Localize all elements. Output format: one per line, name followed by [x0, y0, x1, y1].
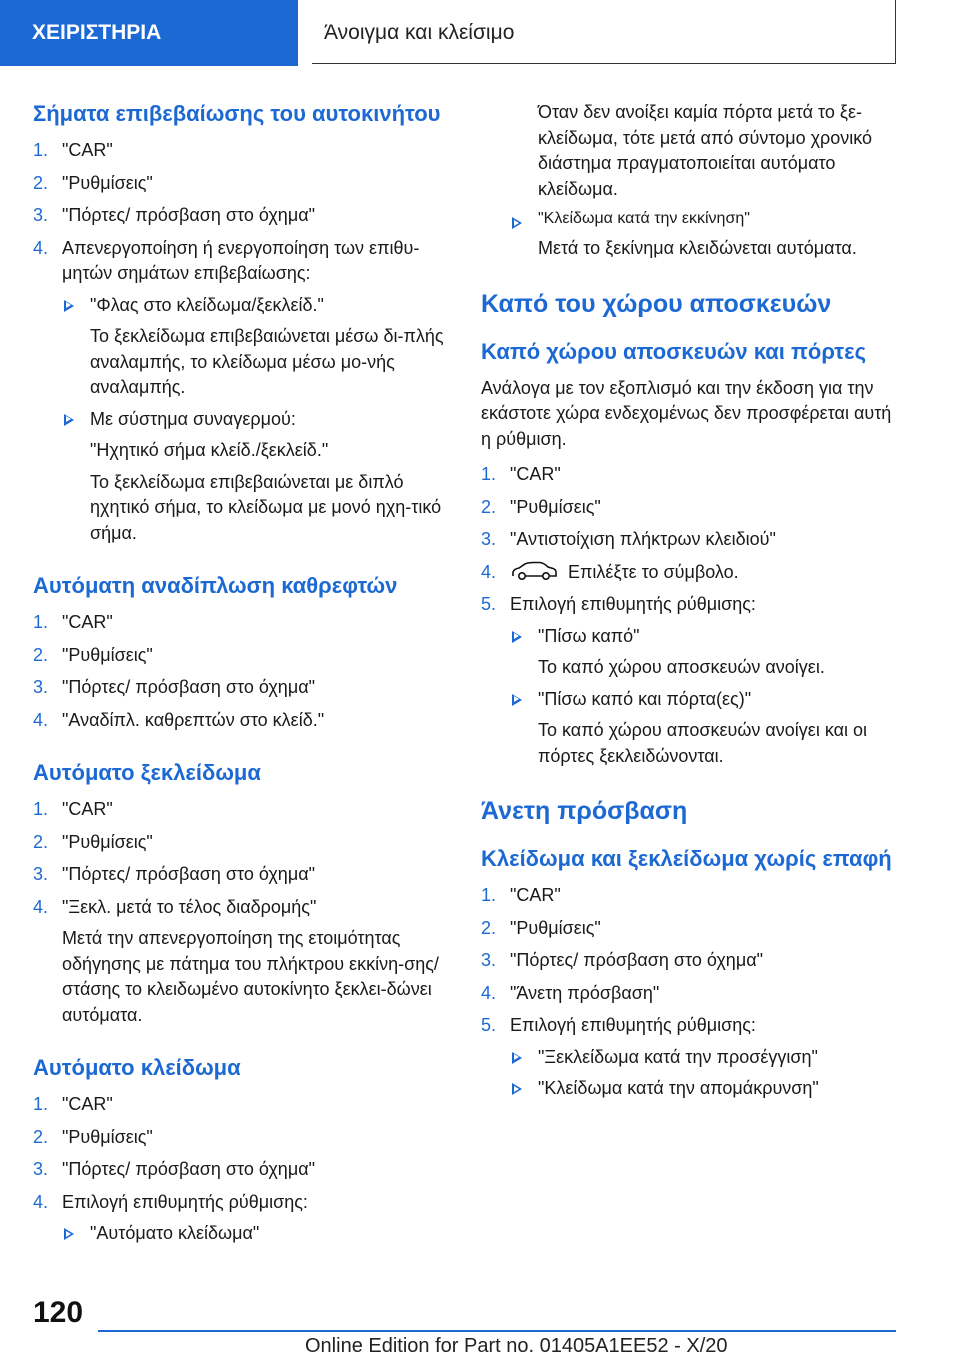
footer-divider	[98, 1330, 896, 1332]
sub-description: Το ξεκλείδωμα επιβεβαιώνεται με διπλό ηχητικό σήμα, το κλείδωμα με μονό ηχη-τικό σήμα.	[90, 471, 442, 543]
steps-list	[33, 797, 453, 1028]
list-item: 4. "Αναδίπλ. καθρεπτών στο κλείδ."	[33, 709, 325, 730]
list-item: 3. "Πόρτες/ πρόσβαση στο όχημα"	[481, 950, 763, 970]
left-column	[33, 100, 453, 1254]
list-item: 1. "CAR"	[33, 1094, 113, 1114]
list-item: 2. "Ρυθμίσεις"	[33, 831, 153, 852]
right-column	[481, 100, 901, 1109]
sub-option: "Κλείδωμα κατά την απομάκρυνση"	[510, 1076, 901, 1102]
sub-option: "Αυτόματο κλείδωμα"	[62, 1221, 453, 1247]
bullet-triangle-icon	[512, 217, 522, 229]
list-item: 4. "Ξεκλ. μετά το τέλος διαδρομής" Μετά την απενεργοποίηση της ετοιμότητας οδήγησης με πάτημα του πλήκτρου εκκίνη-σης/στάσης το κλειδωμένο αυτοκίνητο ξεκλει-δώνει αυτόματα.	[33, 895, 453, 1029]
list-item: 4. Απενεργοποίηση ή ενεργοποίηση των επιθυ-μητών σημάτων επιβεβαίωσης: "Φλας στο κλείδωμα/ξεκλείδ." Το ξεκλείδωμα επιβεβαιώνεται μέσω δι-πλής αναλαμπής, το κλείδωμα μέσω μο-νής αναλαμπής. Με σύστημα συναγερμού: "Ηχητικό σήμα κλείδ./ξεκλείδ." Το ξεκλείδωμα επιβεβαιώνεται με διπλό ηχητικό σήμα, το κλείδωμα με μονό ηχη-τικό σήμα.	[33, 236, 453, 547]
paragraph: Ανάλογα με τον εξοπλισμό και την έκδοση για την εκάστοτε χώρα ενδεχομένως δεν προσφέρεται αυτή η ρύθμιση.	[481, 377, 892, 449]
list-item: 3. "Πόρτες/ πρόσβαση στο όχημα"	[33, 677, 315, 697]
list-item: 5. Επιλογή επιθυμητής ρύθμισης: "Ξεκλείδωμα κατά την προσέγγιση" "Κλείδωμα κατά την απομάκρυνση"	[481, 1013, 901, 1102]
sub-option: Με σύστημα συναγερμού:	[62, 407, 453, 433]
sub-description: "Ηχητικό σήμα κλείδ./ξεκλείδ."	[90, 440, 329, 460]
list-item: 3. "Αντιστοίχιση πλήκτρων κλειδιού"	[481, 529, 776, 549]
car-key-icon	[510, 561, 558, 581]
list-item: 1. "CAR"	[33, 799, 113, 819]
list-item: 1. "CAR"	[481, 885, 561, 905]
steps-list	[481, 883, 901, 1102]
bullet-triangle-icon	[512, 631, 522, 643]
page-header	[0, 0, 960, 66]
steps-list	[481, 462, 901, 769]
list-item: 4. Επιλέξτε το σύμβολο.	[481, 561, 739, 582]
sub-description: Το καπό χώρου αποσκευών ανοίγει.	[538, 657, 825, 677]
sub-option: "Φλας στο κλείδωμα/ξεκλείδ."	[62, 293, 453, 319]
chapter-title: Άνοιγμα και κλείσιμο	[312, 0, 896, 64]
chapter-heading-trunk: Καπό του χώρου αποσκευών	[481, 289, 832, 318]
list-item: 2. "Ρυθμίσεις"	[33, 644, 153, 665]
list-item: 2. "Ρυθμίσεις"	[33, 172, 153, 193]
sub-description: Το καπό χώρου αποσκευών ανοίγει και οι πόρτες ξεκλειδώνονται.	[538, 720, 868, 766]
section-heading-confirmation-signals: Σήματα επιβεβαίωσης του αυτοκινήτου	[33, 101, 441, 126]
list-item: 3. "Πόρτες/ πρόσβαση στο όχημα"	[33, 205, 315, 225]
sub-description: Το ξεκλείδωμα επιβεβαιώνεται μέσω δι-πλής αναλαμπής, το κλείδωμα μέσω μο-νής αναλαμπής.	[90, 326, 444, 397]
steps-list	[33, 1092, 453, 1247]
bullet-triangle-icon	[64, 1228, 74, 1240]
section-tab: ΧΕΙΡΙΣΤΗΡΙΑ	[0, 0, 298, 66]
list-item: 2. "Ρυθμίσεις"	[481, 917, 601, 938]
bullet-triangle-icon	[64, 414, 74, 426]
sub-option: "Κλείδωμα κατά την εκκίνηση"	[481, 210, 901, 228]
sub-description: Μετά το ξεκίνημα κλειδώνεται αυτόματα.	[538, 238, 857, 258]
section-heading-trunk-doors: Καπό χώρου αποσκευών και πόρτες	[481, 338, 867, 364]
paragraph: Όταν δεν ανοίξει καμία πόρτα μετά το ξε-κλείδωμα, τότε μετά από σύντομο χρονικό διάστημα πραγματοποιείται αυτόματο κλείδωμα.	[538, 102, 873, 199]
item-description: Μετά την απενεργοποίηση της ετοιμότητας οδήγησης με πάτημα του πλήκτρου εκκίνη-σης/στάσης το κλειδωμένο αυτοκίνητο ξεκλει-δώνει αυτόματα.	[62, 928, 439, 1025]
steps-list	[33, 138, 453, 546]
list-item: 5. Επιλογή επιθυμητής ρύθμισης: "Πίσω καπό" Το καπό χώρου αποσκευών ανοίγει. "Πίσω καπό και πόρτα(ες)" Το καπό χώρου αποσκευών ανοίγει και οι πόρτες ξεκλειδώνονται.	[481, 592, 901, 769]
list-item: 4. "Άνετη πρόσβαση"	[481, 982, 660, 1003]
chapter-heading-comfort-access: Άνετη πρόσβαση	[481, 797, 688, 825]
sub-option: "Πίσω καπό και πόρτα(ες)"	[510, 687, 901, 713]
list-item: 1. "CAR"	[481, 464, 561, 484]
section-heading-auto-lock: Αυτόματο κλείδωμα	[33, 1055, 241, 1080]
list-item: 1. "CAR"	[33, 140, 113, 160]
list-item: 1. "CAR"	[33, 612, 113, 632]
steps-list	[33, 610, 453, 733]
sub-option: "Πίσω καπό"	[510, 624, 901, 650]
list-item: 3. "Πόρτες/ πρόσβαση στο όχημα"	[33, 864, 315, 884]
bullet-triangle-icon	[512, 694, 522, 706]
section-heading-auto-unlock: Αυτόματο ξεκλείδωμα	[33, 760, 261, 785]
list-item: 3. "Πόρτες/ πρόσβαση στο όχημα"	[33, 1159, 315, 1179]
sub-option: "Ξεκλείδωμα κατά την προσέγγιση"	[510, 1045, 901, 1071]
bullet-triangle-icon	[64, 300, 74, 312]
list-item: 4. Επιλογή επιθυμητής ρύθμισης: "Αυτόματο κλείδωμα"	[33, 1190, 453, 1247]
bullet-triangle-icon	[512, 1052, 522, 1064]
list-item: 2. "Ρυθμίσεις"	[33, 1126, 153, 1147]
bullet-triangle-icon	[512, 1083, 522, 1095]
list-item: 2. "Ρυθμίσεις"	[481, 496, 601, 517]
section-heading-mirror-folding: Αυτόματη αναδίπλωση καθρεφτών	[33, 573, 398, 598]
page-number: 120	[33, 1296, 84, 1329]
section-heading-keyless: Κλείδωμα και ξεκλείδωμα χωρίς επαφή	[481, 846, 892, 871]
edition-note: Online Edition for Part no. 01405A1EE52 - X/20	[305, 1335, 728, 1357]
